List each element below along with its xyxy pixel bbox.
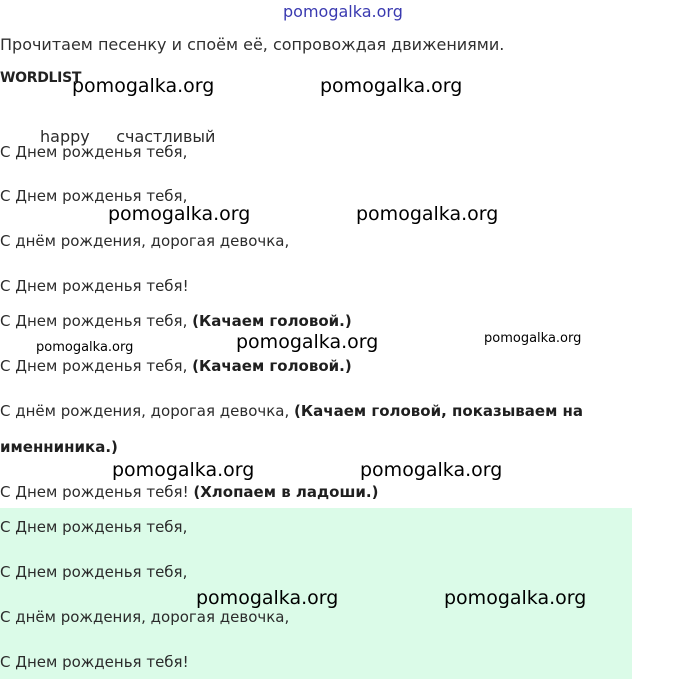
watermark: pomogalka.org bbox=[484, 331, 582, 346]
song-line bbox=[0, 438, 118, 456]
wordlist-word-ru: счастливый bbox=[116, 127, 216, 146]
song-line: С Днем рожденья тебя, bbox=[0, 143, 188, 161]
song-line: С днём рождения, дорогая девочка, bbox=[0, 608, 290, 626]
song-line: С днём рождения, дорогая девочка, (Качаем головой, показываем на bbox=[0, 402, 584, 420]
watermark: pomogalka.org bbox=[356, 203, 499, 225]
site-header-logo: pomogalka.org bbox=[283, 2, 403, 21]
song-line: С Днем рожденья тебя, bbox=[0, 187, 188, 205]
song-line: С Днем рожденья тебя, bbox=[0, 563, 188, 581]
song-line: С днём рождения, дорогая девочка, bbox=[0, 232, 290, 250]
song-line: С Днем рожденья тебя! bbox=[0, 653, 189, 671]
watermark: pomogalka.org bbox=[36, 340, 134, 355]
watermark: pomogalka.org bbox=[108, 203, 251, 225]
watermark: pomogalka.org bbox=[444, 587, 587, 609]
watermark: pomogalka.org bbox=[112, 459, 255, 481]
song-line: С Днем рожденья тебя, bbox=[0, 518, 188, 536]
intro-text: Прочитаем песенку и споём её, сопровождая движениями. bbox=[0, 35, 505, 54]
watermark: pomogalka.org bbox=[360, 459, 503, 481]
song-action: (Хлопаем в ладоши.) bbox=[193, 483, 379, 501]
song-line: С Днем рожденья тебя, (Качаем головой.) bbox=[0, 312, 352, 330]
wordlist-heading: WORDLIST bbox=[0, 70, 82, 86]
song-line: С Днем рожденья тебя! bbox=[0, 277, 189, 295]
wordlist-entry bbox=[40, 127, 260, 146]
song-action: (Качаем головой.) bbox=[192, 357, 352, 375]
watermark: pomogalka.org bbox=[320, 75, 463, 97]
song-action: именниника.) bbox=[0, 438, 118, 456]
song-action: (Качаем головой, показываем на bbox=[294, 402, 584, 420]
wordlist-word-en: happy bbox=[40, 127, 90, 146]
watermark: pomogalka.org bbox=[196, 587, 339, 609]
watermark: pomogalka.org bbox=[236, 331, 379, 353]
song-action: (Качаем головой.) bbox=[192, 312, 352, 330]
watermark: pomogalka.org bbox=[72, 75, 215, 97]
song-line: С Днем рожденья тебя! (Хлопаем в ладоши.) bbox=[0, 483, 379, 501]
song-line: С Днем рожденья тебя, (Качаем головой.) bbox=[0, 357, 352, 375]
